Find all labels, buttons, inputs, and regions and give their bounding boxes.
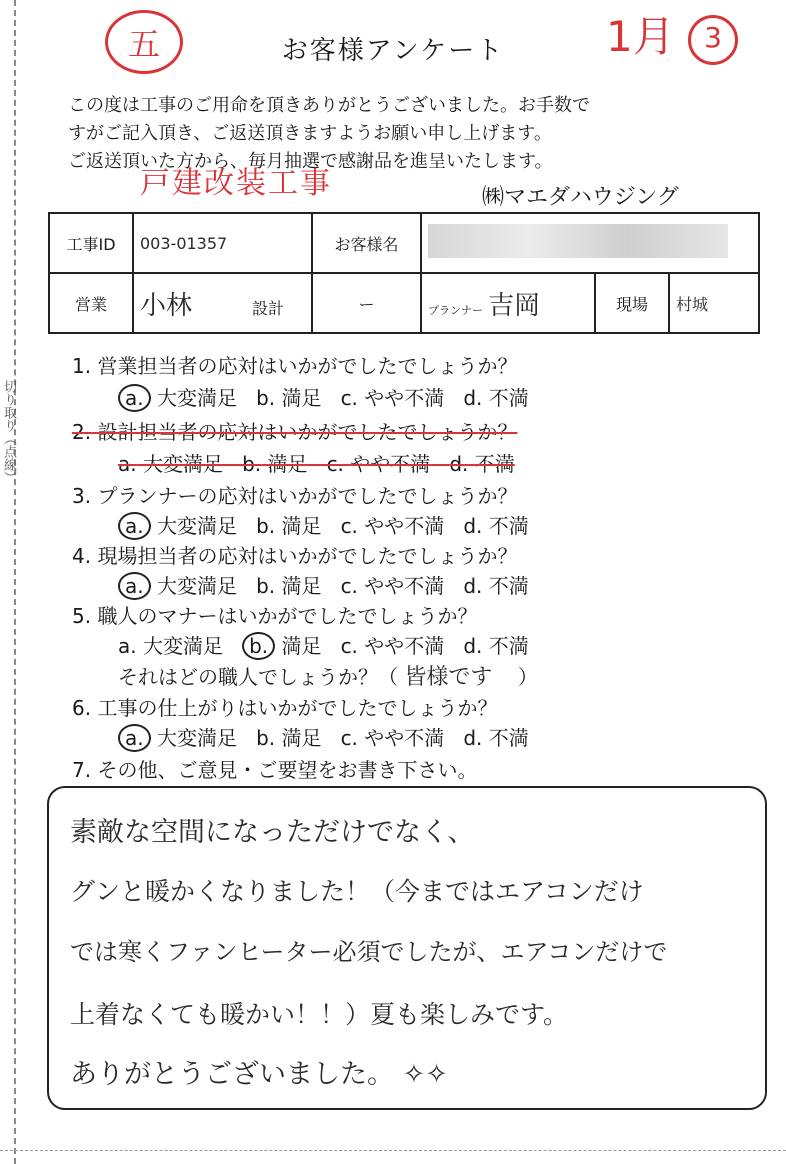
date-month: 1月 bbox=[606, 12, 675, 61]
comment-line: 素敵な空間になっただけでなく、 bbox=[70, 817, 475, 848]
project-type: 戸建改装工事 bbox=[140, 166, 332, 201]
cut-line bbox=[14, 0, 16, 1164]
planner-value: 吉岡 bbox=[488, 290, 541, 321]
comment-line: ありがとうございました。 ✧✧ bbox=[70, 1059, 448, 1090]
date-day: 3 bbox=[688, 15, 738, 65]
q5-follow-up: それはどの職人でしょうか？（ 皆様です ） bbox=[118, 665, 538, 690]
info-table bbox=[48, 212, 760, 334]
page-title: お客様アンケート bbox=[281, 36, 505, 66]
design-value: ー bbox=[312, 273, 421, 333]
customer-name-redacted bbox=[421, 213, 759, 273]
selected-option: a. bbox=[118, 724, 151, 752]
stamp-mark: 五 bbox=[105, 10, 183, 74]
comment-line: 上着なくても暖かい！！）夏も楽しみです。 bbox=[70, 1000, 569, 1029]
date-handwritten bbox=[606, 4, 738, 65]
options-5: a. 大変満足 b. 満足 c. やや不満 d. 不満 bbox=[118, 634, 529, 658]
question-2: 2. 設計担当者の応対はいかがでしたでしょうか？ bbox=[72, 420, 518, 444]
question-5: 5. 職人のマナーはいかがでしたでしょうか？ bbox=[72, 604, 478, 628]
options-6: a. 大変満足 b. 満足 c. やや不満 d. 不満 bbox=[118, 722, 529, 752]
site-label: 現場 bbox=[595, 273, 669, 333]
question-3: 3. プランナーの応対はいかがでしたでしょうか？ bbox=[72, 484, 518, 508]
intro-line: すがご記入頂き、ご返送頂きますようお願い申し上げます。 bbox=[68, 123, 552, 144]
intro-line: ご返送頂いた方から、毎月抽選で感謝品を進呈いたします。 bbox=[68, 151, 553, 172]
design-label: 設計 bbox=[252, 298, 285, 318]
sparkle-icon: ✧✧ bbox=[402, 1059, 448, 1090]
options-1: a. 大変満足 b. 満足 c. やや不満 d. 不満 bbox=[118, 382, 529, 412]
site-value: 村城 bbox=[669, 273, 759, 333]
options-4: a. 大変満足 b. 満足 c. やや不満 d. 不満 bbox=[118, 570, 529, 600]
selected-option: a. bbox=[118, 384, 151, 412]
options-2: a. 大変満足 b. 満足 c. やや不満 d. 不満 bbox=[118, 452, 515, 476]
q5-answer: 皆様です bbox=[404, 665, 493, 690]
planner-label: プランナー bbox=[428, 303, 483, 317]
question-1: 1. 営業担当者の応対はいかがでしたでしょうか？ bbox=[72, 354, 518, 378]
comment-line: では寒くファンヒーター必須でしたが、エアコンだけで bbox=[70, 938, 668, 966]
cut-text: 切り取り（点線） bbox=[1, 380, 16, 484]
question-6: 6. 工事の仕上がりはいかがでしたでしょうか？ bbox=[72, 696, 498, 720]
selected-option: b. bbox=[242, 632, 275, 660]
comment-line: グンと暖かくなりました！（今まではエアコンだけ bbox=[70, 877, 644, 906]
question-7: 7. その他、ご意見・ご要望をお書き下さい。 bbox=[72, 758, 478, 782]
selected-option: a. bbox=[118, 512, 151, 540]
bottom-divider bbox=[0, 1150, 786, 1151]
id-value: 003-01357 bbox=[133, 213, 312, 273]
redaction-block bbox=[428, 224, 728, 258]
sales-value: 小林 設計 bbox=[133, 273, 312, 333]
question-4: 4. 現場担当者の応対はいかがでしたでしょうか？ bbox=[72, 544, 518, 568]
company-name: ㈱マエダハウジング bbox=[482, 185, 679, 210]
selected-option: a. bbox=[118, 572, 151, 600]
planner-cell bbox=[421, 273, 595, 333]
customer-label: お客様名 bbox=[312, 213, 421, 273]
options-3: a. 大変満足 b. 満足 c. やや不満 d. 不満 bbox=[118, 510, 529, 540]
id-label: 工事ID bbox=[49, 213, 133, 273]
intro-line: この度は工事のご用命を頂きありがとうございました。お手数で bbox=[68, 95, 590, 116]
sales-label: 営業 bbox=[49, 273, 133, 333]
